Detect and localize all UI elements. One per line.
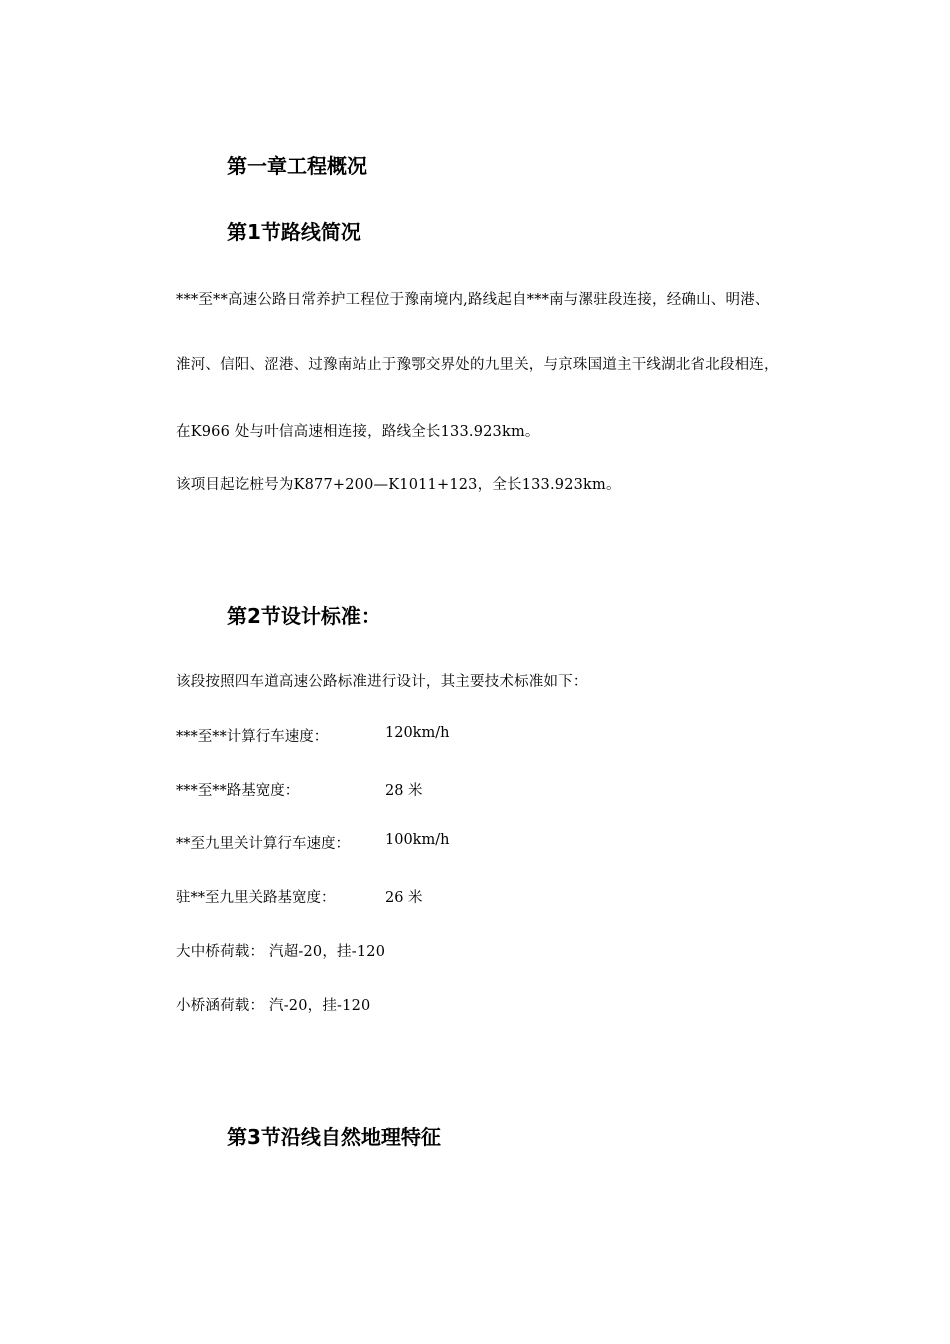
spec-label: ***至**计算行车速度： <box>176 729 329 745</box>
spec-row <box>176 886 423 907</box>
spec-label: **至九里关计算行车速度： <box>176 836 350 852</box>
section-1-paragraph-line-3: 在K966 处与叶信高速相连接，路线全长133.923km。 <box>176 424 540 440</box>
spec-label: 驻**至九里关路基宽度： <box>176 890 336 906</box>
spec-value: 26 米 <box>385 890 423 906</box>
load-spec-small-bridge: 小桥涵荷载： 汽-20，挂-120 <box>176 998 371 1014</box>
section-1-title: 第1节路线简况 <box>227 220 361 244</box>
spec-value: 28 米 <box>385 783 423 799</box>
spec-label: ***至**路基宽度： <box>176 783 300 799</box>
spec-row <box>176 779 423 800</box>
spec-row <box>176 725 450 746</box>
section-1-stake-range: 该项目起讫桩号为K877+200—K1011+123，全长133.923km。 <box>176 477 621 493</box>
spec-value: 120km/h <box>385 725 450 741</box>
section-1-paragraph-line-2: 淮河、信阳、涩港、过豫南站止于豫鄂交界处的九里关，与京珠国道主干线湖北省北段相连， <box>176 357 779 373</box>
load-spec-large-bridge: 大中桥荷载： 汽超-20，挂-120 <box>176 944 386 960</box>
section-2-intro: 该段按照四车道高速公路标准进行设计，其主要技术标准如下： <box>176 674 588 690</box>
section-2-title: 第2节设计标准： <box>227 604 381 628</box>
chapter-title: 第一章工程概况 <box>227 154 367 178</box>
spec-value: 100km/h <box>385 832 450 848</box>
section-3-title: 第3节沿线自然地理特征 <box>227 1125 441 1149</box>
section-1-paragraph-line-1: ***至**高速公路日常养护工程位于豫南境内,路线起自***南与漯驻段连接，经确山、明港、 <box>176 292 770 308</box>
spec-row <box>176 832 450 853</box>
